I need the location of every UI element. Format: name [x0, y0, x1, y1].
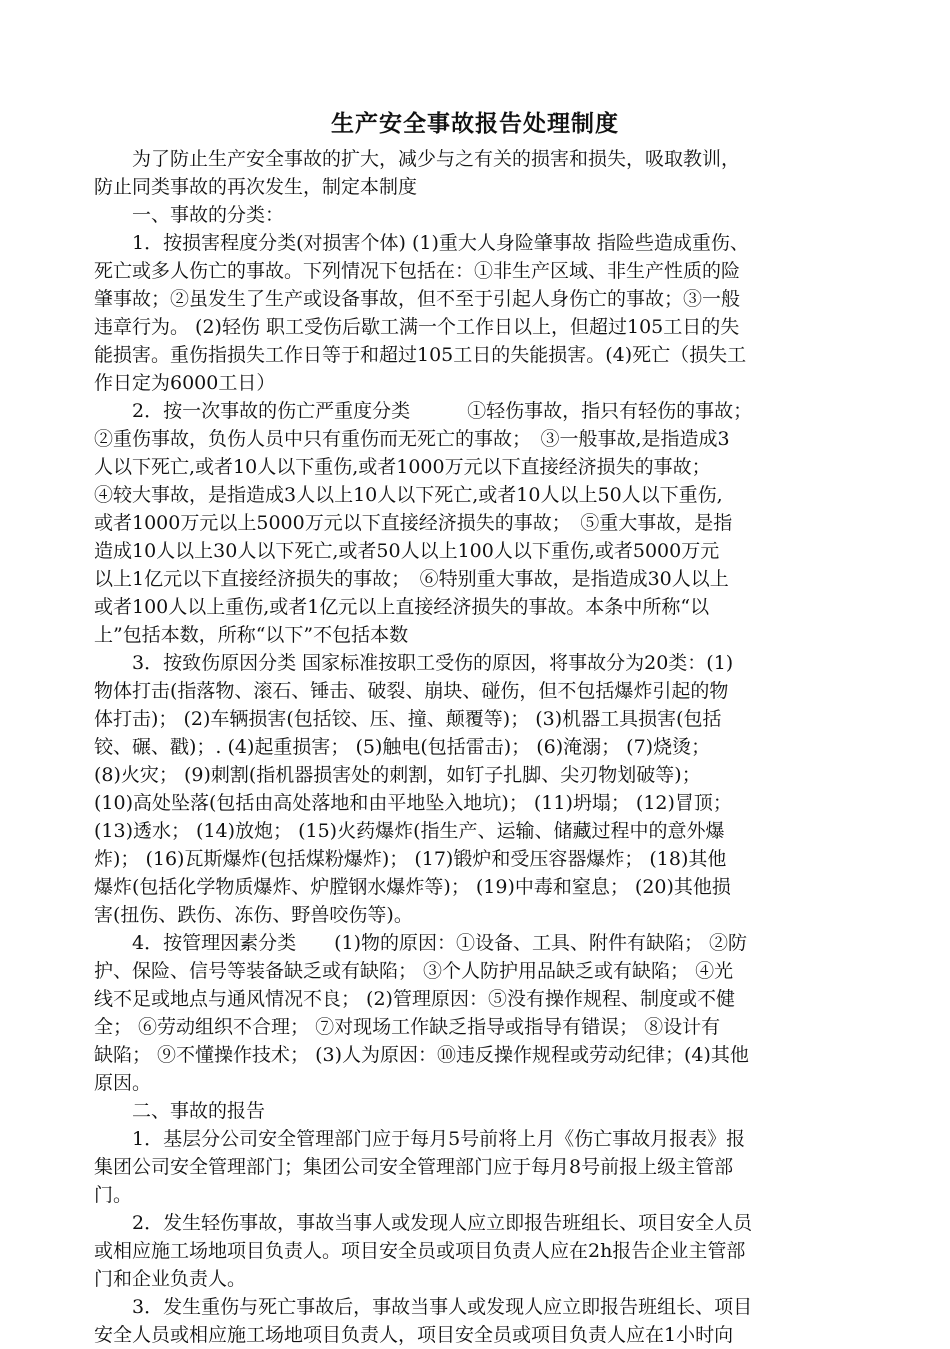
text-line: 以上1亿元以下直接经济损失的事故； ⑥特别重大事故，是指造成30人以上: [94, 568, 729, 590]
text-line: 违章行为。 (2)轻伤 职工受伤后歇工满一个工作日以上，但超过105工日的失: [94, 316, 740, 338]
text-line: ②重伤事故，负伤人员中只有重伤而无死亡的事故； ③一般事故,是指造成3: [94, 428, 730, 450]
text-line: 肇事故；②虽发生了生产或设备事故，但不至于引起人身伤亡的事故；③一般: [94, 288, 741, 310]
text-line: 或者1000万元以上5000万元以下直接经济损失的事故； ⑤重大事故，是指: [94, 512, 733, 534]
text-line: 全； ⑥劳动组织不合理； ⑦对现场工作缺乏指导或指导有错误； ⑧设计有: [94, 1016, 721, 1038]
text-line: 作日定为6000工日）: [94, 372, 276, 394]
text-line: 4．按管理因素分类 (1)物的原因：①设备、工具、附件有缺陷； ②防: [94, 932, 748, 954]
text-line: (13)透水； (14)放炮； (15)火药爆炸(指生产、运输、储藏过程中的意外爆: [94, 820, 725, 842]
text-line: 上”包括本数，所称“以下”不包括本数: [94, 624, 409, 646]
text-line: 造成10人以上30人以下死亡,或者50人以上100人以下重伤,或者5000万元: [94, 540, 720, 562]
text-line: 护、保险、信号等装备缺乏或有缺陷； ③个人防护用品缺乏或有缺陷； ④光: [94, 960, 734, 982]
text-line: 物体打击(指落物、滚石、锤击、破裂、崩块、碰伤，但不包括爆炸引起的物: [94, 680, 729, 702]
text-line: 一、事故的分类：: [94, 204, 285, 226]
text-line: 3．发生重伤与死亡事故后，事故当事人或发现人应立即报告班组长、项目: [94, 1296, 753, 1318]
text-line: 体打击)； (2)车辆损害(包括铰、压、撞、颠覆等)； (3)机器工具损害(包括: [94, 708, 722, 730]
text-line: 安全人员或相应施工场地项目负责人，项目安全员或项目负责人应在1小时向: [94, 1324, 734, 1346]
text-line: 1．按损害程度分类(对损害个体) (1)重大人身险肇事故 指险些造成重伤、: [94, 232, 749, 254]
text-line: 2．发生轻伤事故，事故当事人或发现人应立即报告班组长、项目安全人员: [94, 1212, 753, 1234]
document-title: 生产安全事故报告处理制度: [331, 110, 619, 137]
text-line: 门和企业负责人。: [94, 1268, 247, 1290]
text-line: 害(扭伤、跌伤、冻伤、野兽咬伤等)。: [94, 904, 413, 926]
text-line: 集团公司安全管理部门；集团公司安全管理部门应于每月8号前报上级主管部: [94, 1156, 734, 1178]
text-line: 线不足或地点与通风情况不良； (2)管理原因：⑤没有操作规程、制度或不健: [94, 988, 735, 1010]
text-line: 二、事故的报告: [94, 1100, 266, 1122]
text-line: 能损害。重伤指损失工作日等于和超过105工日的失能损害。(4)死亡（损失工: [94, 344, 747, 366]
text-line: 铰、碾、戳)；. (4)起重损害； (5)触电(包括雷击)； (6)淹溺； (7)烧烫；: [94, 736, 711, 758]
text-line: 人以下死亡,或者10人以下重伤,或者1000万元以下直接经济损失的事故；: [94, 456, 711, 478]
text-line: 为了防止生产安全事故的扩大，减少与之有关的损害和损失，吸取教训，: [94, 148, 741, 170]
text-line: 3．按致伤原因分类 国家标准按职工受伤的原因，将事故分为20类：(1): [94, 652, 734, 674]
text-line: 死亡或多人伤亡的事故。下列情况下包括在：①非生产区域、非生产性质的险: [94, 260, 741, 282]
text-line: (8)火灾； (9)刺割(指机器损害处的刺割，如钉子扎脚、尖刃物划破等)；: [94, 764, 701, 786]
text-line: 2．按一次事故的伤亡严重度分类 ①轻伤事故，指只有轻伤的事故；: [94, 400, 753, 422]
text-line: 门。: [94, 1184, 133, 1206]
text-line: 爆炸(包括化学物质爆炸、炉膛钢水爆炸等)； (19)中毒和窒息； (20)其他损: [94, 876, 731, 898]
text-line: 原因。: [94, 1072, 152, 1094]
text-line: 1．基层分公司安全管理部门应于每月5号前将上月《伤亡事故月报表》报: [94, 1128, 746, 1150]
text-line: (10)高处坠落(包括由高处落地和由平地坠入地坑)； (11)坍塌； (12)冒顶；: [94, 792, 732, 814]
text-line: 防止同类事故的再次发生，制定本制度: [94, 176, 418, 198]
text-line: 或者100人以上重伤,或者1亿元以上直接经济损失的事故。本条中所称“以: [94, 596, 710, 618]
text-line: 或相应施工场地项目负责人。项目安全员或项目负责人应在2h报告企业主管部: [94, 1240, 746, 1262]
text-line: ④较大事故，是指造成3人以上10人以下死亡,或者10人以上50人以下重伤,: [94, 484, 723, 506]
text-line: 炸)； (16)瓦斯爆炸(包括煤粉爆炸)； (17)锻炉和受压容器爆炸； (18)其他: [94, 848, 727, 870]
text-line: 缺陷； ⑨不懂操作技术； (3)人为原因：⑩违反操作规程或劳动纪律；(4)其他: [94, 1044, 749, 1066]
